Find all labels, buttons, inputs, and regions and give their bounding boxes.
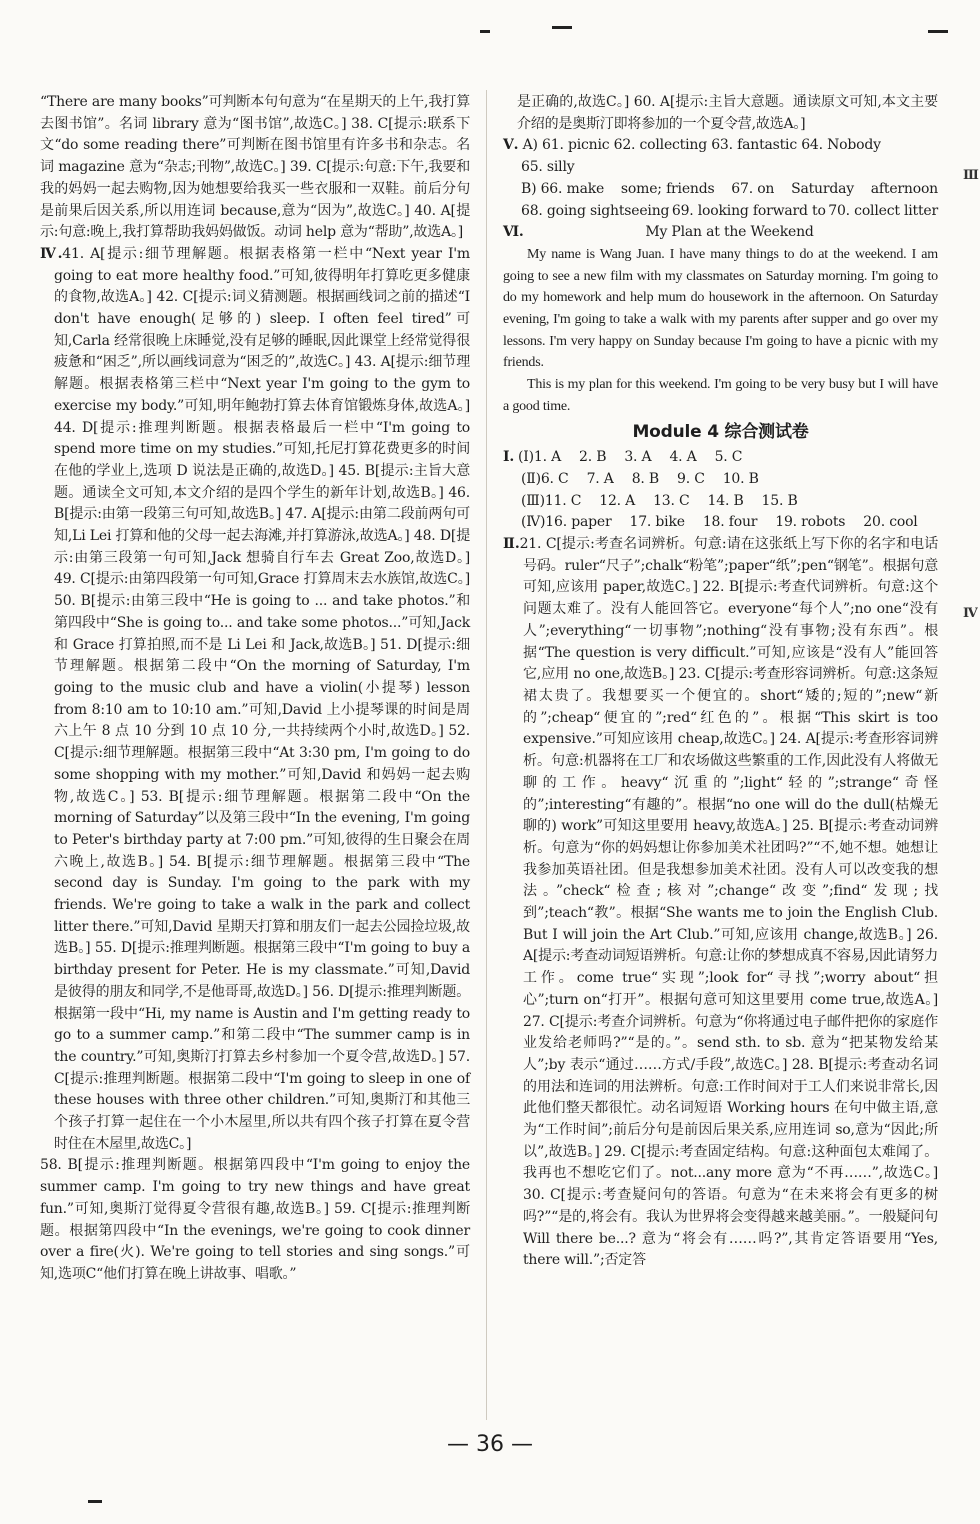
- section-label: Ⅵ.: [503, 224, 524, 241]
- vocab-item: Saturday: [791, 180, 854, 197]
- listening-answer: 3. A: [624, 449, 652, 466]
- listening-answer: 10. B: [722, 470, 759, 487]
- essay-paragraph: This is my plan for this weekend. I'm going to be very busy but I will have a good time.: [503, 377, 938, 414]
- listening-answer: 20. cool: [863, 514, 918, 531]
- listening-answer: (Ⅰ)1. A: [518, 449, 562, 466]
- essay-title: My Plan at the Weekend: [645, 224, 814, 241]
- answer-paragraph: 是正确的,故选C。] 60. A[提示:主旨大意题。通读原文可知,本文主要介绍的是奥斯汀即将参加的一个夏令营,故选A。]: [517, 94, 938, 132]
- vocab-item: afternoon: [870, 180, 938, 197]
- scan-mark: [552, 26, 572, 29]
- listening-answer: 8. B: [631, 470, 659, 487]
- margin-mark: Ⅳ: [963, 606, 978, 621]
- scan-mark: [480, 30, 490, 33]
- listening-answer: 9. C: [676, 470, 705, 487]
- listening-answer: 15. B: [761, 492, 798, 509]
- section-text: 41. A[提示:细节理解题。根据表格第一栏中“Next year I'm going to eat more healthy food.”可知,彼得明年打算吃更多健康的食物,故选A。] 42. C[提示:词义猜测题。根据画线词之前的描述“I don't have enough(足够的) sleep. I often feel tired”可知,Carla 经常很晚上床睡觉,没有足够的睡眠,因此课堂上经常觉得很疲惫和“困乏”,所以画线词意为“困乏的”,故选C。] 43. A[提示:细节理解题。根据表格第三栏中“Next year I'm going to the gym to exercise my body.”可知,明年鲍勃打算去体育馆锻炼身体,故选A。] 44. D[提示:推理判断题。根据表格最后一栏中“I'm going to spend more time on my studies.”可知,托尼打算花费更多的时间在他的学业上,选项 D 说法是正确的,故选D。] 45. B[提示:主旨大意题。通读全文可知,本文介绍的是四个学生的新年计划,故选B。] 46. B[提示:由第一段第三句可知,故选B。] 47. A[提示:由第二段前两句可知,Li Lei 打算和他的父母一起去海滩,并打算游泳,故选A。] 48. D[提示:由第三段第一句可知,Jack 想骑自行车去 Great Zoo,故选D。] 49. C[提示:由第四段第一句可知,Grace 打算周末去水族馆,故选C。] 50. B[提示:由第三段中“He is going to ... and take photos.”和第四段中“She is going to... and take some photos...”可知,Jack 和 Grace 打算拍照,而不是 Li Lei 和 Jack,故选B。] 51. D[提示:细节理解题。根据第二段中“On the morning of Saturday, I'm going to the music club and have a violin(小提琴) lesson from 8:10 am to 10:10 am.”可知,David 上小提琴课的时间是周六上午 8 点 10 分到 10 点 10 分,一共持续两个小时,故选D。] 52. C[提示:细节理解题。根据第三段中“At 3:30 pm, I'm going to do some shopping with my mother.”可知,David 和妈妈一起去购物,故选C。] 53. B[提示:细节理解题。根据第二段中“On the morning of Saturday”以及第三段中“In the evening, I'm going to Peter's birthday party at 7:00 pm.”可知,彼得的生日聚会在周六晚上,故选B。] 54. B[提示:细节理解题。根据第三段中“The second day is Sunday. I'm going to the park with my friends. We're going to take a walk in the park and collect litter there.”可知,David 星期天打算和朋友们一起去公园捡垃圾,故选B。] 55. D[提示:推理判断题。根据第三段中“I'm going to buy a birthday present for Peter. He is my classmate.”可知,David 是彼得的朋友和同学,不是他哥哥,故选D。] 56. D[提示:推理判断题。根据第一段中“Hi, my name is Austin and I'm getting ready to go to a summer camp.”和第二段中“The summer camp is in the country.”可知,奥斯汀打算去乡村参加一个夏令营,故选D。] 57. C[提示:推理判断题。根据第二段中“I'm going to sleep in one of these houses with three other children.”可知,奥斯汀和其他三个孩子打算一起住在一个小木屋里,所以共有四个孩子打算在夏令营时住在木屋里,故选C。]: [54, 245, 470, 1152]
- answer-section-1: [503, 447, 938, 534]
- listening-answer: 12. A: [599, 492, 636, 509]
- listening-answer: 19. robots: [775, 514, 846, 531]
- essay-paragraph: My name is Wang Juan. I have many things to do at the weekend. I am going to see a new film with my classmates on Saturday morning. I'm going to do my homework and help mum do housework in the afternoon. On Saturday evening, I'm going to take a walk with my parents after supper and go over my lessons. I'm very happy on Sunday because I'm going to have a picnic with my friends.: [503, 246, 938, 371]
- listening-answer: 4. A: [669, 449, 697, 466]
- scan-mark: [88, 1500, 102, 1503]
- column-divider: [486, 90, 487, 1420]
- answer-paragraph: 58. B[提示:推理判断题。根据第四段中“I'm going to enjoy the summer camp. I'm going to try new things and have great fun.”可知,奥斯汀觉得夏令营很有趣,故选B。] 59. C[提示:推理判断题。根据第四段中“In the evenings, we're going to cook dinner over a fire(火). We're going to tell stories and sing songs.”可知,选项C“他们打算在晚上讲故事、唱歌。”: [40, 1157, 470, 1282]
- left-column: [40, 92, 470, 1286]
- vocab-item: 68. going sightseeing: [521, 202, 670, 219]
- vocab-item: some; friends: [620, 180, 715, 197]
- vocab-item: 69. looking forward to: [671, 202, 826, 219]
- answer-section-5: [503, 135, 938, 222]
- vocab-row: [503, 179, 938, 201]
- section-label: Ⅰ.: [503, 449, 515, 466]
- listening-answer: 13. C: [653, 492, 690, 509]
- vocab-item: 67. on: [731, 180, 775, 197]
- listening-answer: 14. B: [707, 492, 744, 509]
- listening-row: [503, 512, 938, 534]
- listening-row: [503, 447, 938, 469]
- vocab-answers: A) 61. picnic 62. collecting 63. fantastic 64. Nobody: [522, 137, 881, 154]
- section-label: Ⅳ.: [40, 245, 63, 262]
- answer-paragraph: “There are many books”可判断本句句意为“在星期天的上午,我打算去图书馆”。名词 library 意为“图书馆”,故选C。] 38. C[提示:联系下文“do some reading there”可判断在图书馆里有许多书和杂志。名词 magazine 意为“杂志;刊物”,故选C。] 39. C[提示:句意:下午,我要和我的妈妈一起去购物,因为她想要给我买一些衣服和一双鞋。前后分句是前果后因关系,所以用连词 because,意为“因为”,故选C。] 40. A[提示:句意:晚上,我打算帮助我妈妈做饭。动词 help 意为“帮助”,故选A。]: [40, 94, 470, 241]
- vocab-row: [503, 201, 938, 223]
- listening-answer: 7. A: [586, 470, 614, 487]
- listening-answer: (Ⅱ)6. C: [521, 470, 569, 487]
- listening-answer: 5. C: [714, 449, 743, 466]
- listening-row: [503, 469, 938, 491]
- answer-section-6: [503, 222, 938, 417]
- answer-section-4: [40, 244, 470, 1156]
- answer-section-2: [503, 534, 938, 1272]
- listening-answer: (Ⅲ)11. C: [521, 492, 582, 509]
- vocab-answers: 65. silly: [521, 159, 575, 176]
- vocab-item: 70. collect litter: [828, 202, 938, 219]
- margin-mark: Ⅲ: [963, 168, 979, 183]
- listening-answer: (Ⅳ)16. paper: [521, 514, 612, 531]
- listening-row: [503, 491, 938, 513]
- section-label: Ⅱ.: [503, 536, 520, 553]
- right-column: [503, 92, 938, 1272]
- section-label: Ⅴ.: [503, 137, 519, 154]
- section-text: 21. C[提示:考查名词辨析。句意:请在这张纸上写下你的名字和电话号码。ruler“尺子”;chalk“粉笔”;paper“纸”;pen“钢笔”。根据句意可知,应该用 paper,故选C。] 22. B[提示:考查代词辨析。句意:这个问题太难了。没有人能回答它。everyone“每个人”;no one“没有人”;everything“一切事物”;nothing“没有事物;没有东西”。根据“The question is very difficult.”可知,应该是“没有人”能回答它,应用 no one,故选B。] 23. C[提示:考查形容词辨析。句意:这条短裙太贵了。我想要买一个便宜的。short“矮的;短的”;new“新的”;cheap“便宜的”;red“红色的”。根据“This skirt is too expensive.”可知应该用 cheap,故选C。] 24. A[提示:考查形容词辨析。句意:机器将在工厂和农场做这些繁重的工作,因此没有人将做无聊的工作。heavy“沉重的”;light“轻的”;strange“奇怪的”;interesting“有趣的”。根据“no one will do the dull(枯燥无聊的) work”可知这里要用 heavy,故选A。] 25. B[提示:考查动词辨析。句意为“你的妈妈想让你参加美术社团吗?”“不,她不想。她想让我参加英语社团。但是我想参加美术社团。没有人可以改变我的想法。”check“检查;核对”;change“改变”;find“发现;找到”;teach“教”。根据“She wants me to join the English Club. But I will join the Art Club.”可知,应该用 change,故选B。] 26. A[提示:考查动词短语辨析。句意:让你的梦想成真不容易,因此请努力工作。come true“实现”;look for“寻找”;worry about“担心”;turn on“打开”。根据句意可知这里要用 come true,故选A。] 27. C[提示:考查介词辨析。句意为“你将通过电子邮件把你的家庭作业发给老师吗?”“是的。”。send sth. to sb. 意为“把某物发给某人”;by 表示“通过……方式/手段”,故选C。] 28. B[提示:考查动名词的用法和连词的用法辨析。句意:工作时间对于工人们来说非常长,因此他们整天都很忙。动名词短语 Working hours 在句中做主语,意为“工作时间”;前后分句是前因后果关系,应用连词 so,意为“因此;所以”,故选B。] 29. C[提示:考查固定结构。句意:这种面包太难闻了。我再也不想吃它们了。not...any more 意为“不再……”,故选C。] 30. C[提示:考查疑问句的答语。句意为“在未来将会有更多的树吗?”“是的,将会有。我认为世界将会变得越来越美丽。”。一般疑问句 Will there be...? 意为“将会有……吗?”,其肯定答语要用“Yes, there will.”;否定答: [519, 536, 938, 1269]
- scan-mark: [928, 30, 948, 33]
- listening-answer: 18. four: [702, 514, 758, 531]
- listening-answer: 2. B: [579, 449, 607, 466]
- vocab-item: B) 66. make: [521, 180, 605, 197]
- page-number: — 36 —: [447, 1432, 533, 1457]
- listening-answer: 17. bike: [629, 514, 685, 531]
- module-heading: Module 4 综合测试卷: [632, 421, 809, 442]
